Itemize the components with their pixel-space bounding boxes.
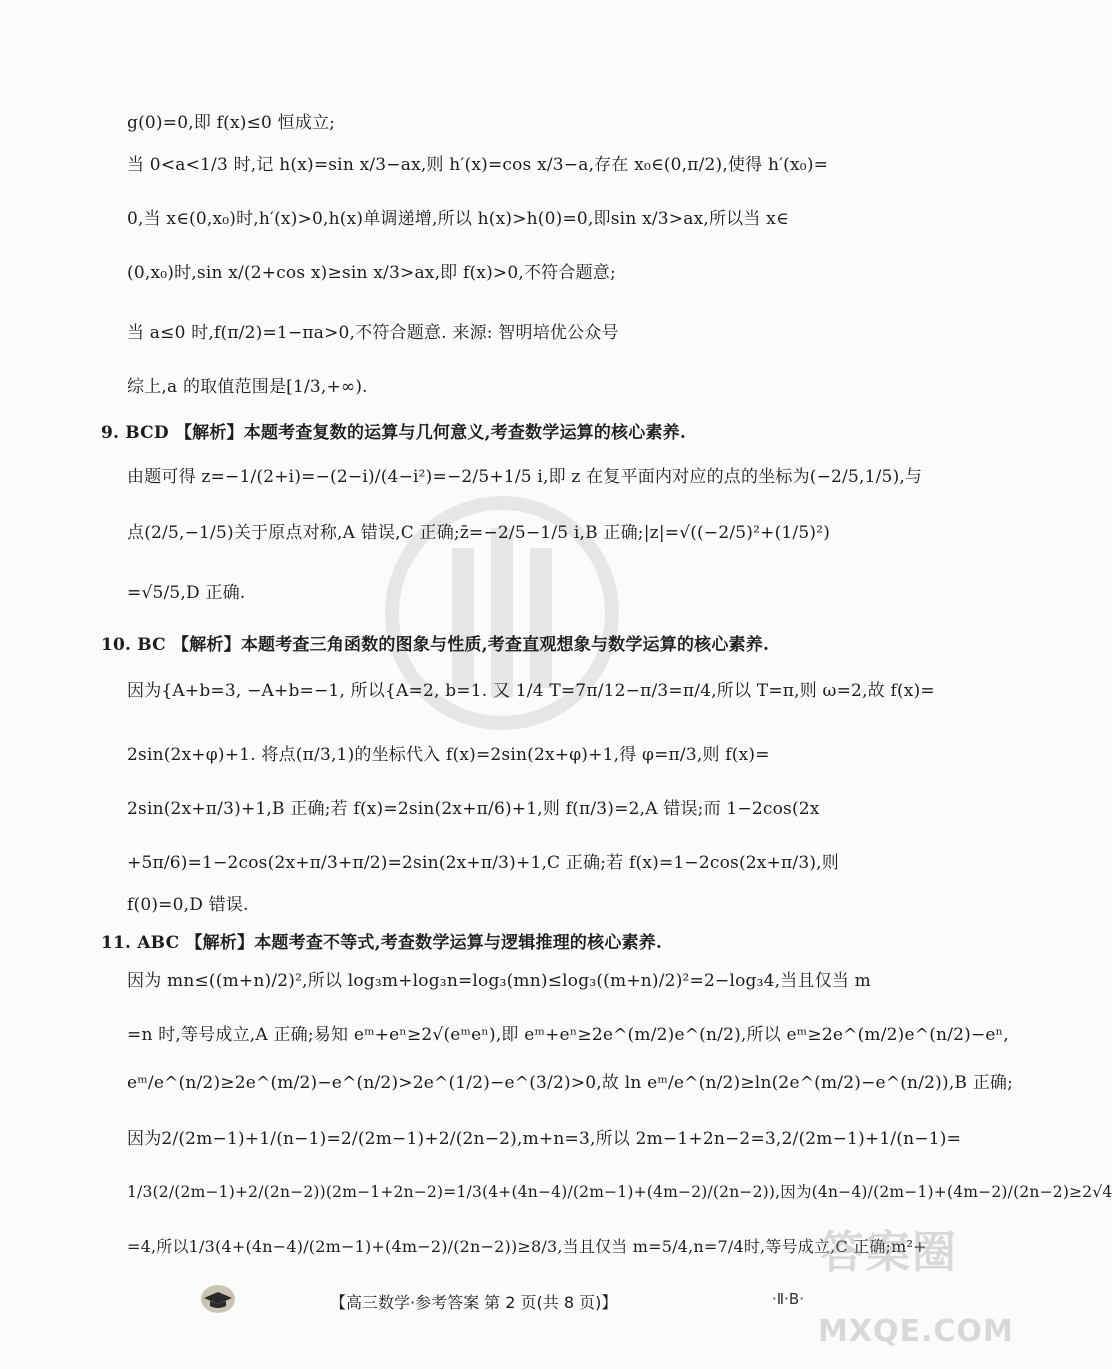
text-line: g(0)=0,即 f(x)≤0 恒成立; xyxy=(127,113,336,133)
graduation-cap-icon xyxy=(200,1284,236,1314)
footer-code: ·Ⅱ·B· xyxy=(772,1290,804,1308)
text-line: 因为2/(2m−1)+1/(n−1)=2/(2m−1)+2/(2n−2),m+n=3,所以 2m−1+2n−2=3,2/(2m−1)+1/(n−1)= xyxy=(127,1129,962,1149)
stamp-url: MXQE.COM xyxy=(818,1314,1014,1349)
question-11-heading: 11. ABC 【解析】本题考查不等式,考查数学运算与逻辑推理的核心素养. xyxy=(101,933,663,953)
question-10-heading: 10. BC 【解析】本题考查三角函数的图象与性质,考查直观想象与数学运算的核心素养. xyxy=(101,635,770,655)
text-line: 2sin(2x+π/3)+1,B 正确;若 f(x)=2sin(2x+π/6)+1,则 f(π/3)=2,A 错误;而 1−2cos(2x xyxy=(127,799,820,819)
site-watermark-stamp xyxy=(800,1200,1014,1365)
text-line: 综上,a 的取值范围是[1/3,+∞). xyxy=(127,377,368,397)
text-line: 因为{A+b=3, −A+b=−1, 所以{A=2, b=1. 又 1/4 T=7π/12−π/3=π/4,所以 T=π,则 ω=2,故 f(x)= xyxy=(127,681,935,701)
text-line: 1/3(2/(2m−1)+2/(2n−2))(2m−1+2n−2)=1/3(4+(4n−4)/(2m−1)+(4m−2)/(2n−2)),因为(4n−4)/(2m−1)+(4m−2)/(2n−2)≥2√4 xyxy=(127,1183,1112,1201)
stamp-title: 答案圈 xyxy=(820,1227,958,1278)
footer-page-label: 【高三数学·参考答案 第 2 页(共 8 页)】 xyxy=(330,1293,618,1312)
text-line: eᵐ/e^(n/2)≥2e^(m/2)−e^(n/2)>2e^(1/2)−e^(3/2)>0,故 ln eᵐ/e^(n/2)≥ln(2e^(m/2)−e^(n/2)),B 正确; xyxy=(127,1073,1014,1093)
question-9-heading: 9. BCD 【解析】本题考查复数的运算与几何意义,考查数学运算的核心素养. xyxy=(101,423,686,443)
text-line: 因为 mn≤((m+n)/2)²,所以 log₃m+log₃n=log₃(mn)≤log₃((m+n)/2)²=2−log₃4,当且仅当 m xyxy=(127,971,871,991)
text-line: 0,当 x∈(0,x₀)时,h′(x)>0,h(x)单调递增,所以 h(x)>h(0)=0,即sin x/3>ax,所以当 x∈ xyxy=(127,209,789,229)
text-line: +5π/6)=1−2cos(2x+π/3+π/2)=2sin(2x+π/3)+1,C 正确;若 f(x)=1−2cos(2x+π/3),则 xyxy=(127,853,839,873)
text-line: 当 a≤0 时,f(π/2)=1−πa>0,不符合题意. 来源: 智明培优公众号 xyxy=(127,323,619,343)
text-line: (0,x₀)时,sin x/(2+cos x)≥sin x/3>ax,即 f(x)>0,不符合题意; xyxy=(127,263,616,283)
text-line: =n 时,等号成立,A 正确;易知 eᵐ+eⁿ≥2√(eᵐeⁿ),即 eᵐ+eⁿ≥2e^(m/2)e^(n/2),所以 eᵐ≥2e^(m/2)e^(n/2)−eⁿ, xyxy=(127,1025,1009,1045)
text-line: 点(2/5,−1/5)关于原点对称,A 错误,C 正确;z̄=−2/5−1/5 i,B 正确;|z|=√((−2/5)²+(1/5)²) xyxy=(127,523,831,543)
text-line: =√5/5,D 正确. xyxy=(127,583,246,603)
text-line: f(0)=0,D 错误. xyxy=(127,895,249,915)
text-line: 2sin(2x+φ)+1. 将点(π/3,1)的坐标代入 f(x)=2sin(2x+φ)+1,得 φ=π/3,则 f(x)= xyxy=(127,745,770,765)
text-line: 由题可得 z=−1/(2+i)=−(2−i)/(4−i²)=−2/5+1/5 i,即 z 在复平面内对应的点的坐标为(−2/5,1/5),与 xyxy=(127,467,923,487)
text-line: =4,所以1/3(4+(4n−4)/(2m−1)+(4m−2)/(2n−2))≥8/3,当且仅当 m=5/4,n=7/4时,等号成立,C 正确;m²+ xyxy=(127,1237,927,1256)
text-line: 当 0<a<1/3 时,记 h(x)=sin x/3−ax,则 h′(x)=cos x/3−a,存在 x₀∈(0,π/2),使得 h′(x₀)= xyxy=(127,155,829,175)
